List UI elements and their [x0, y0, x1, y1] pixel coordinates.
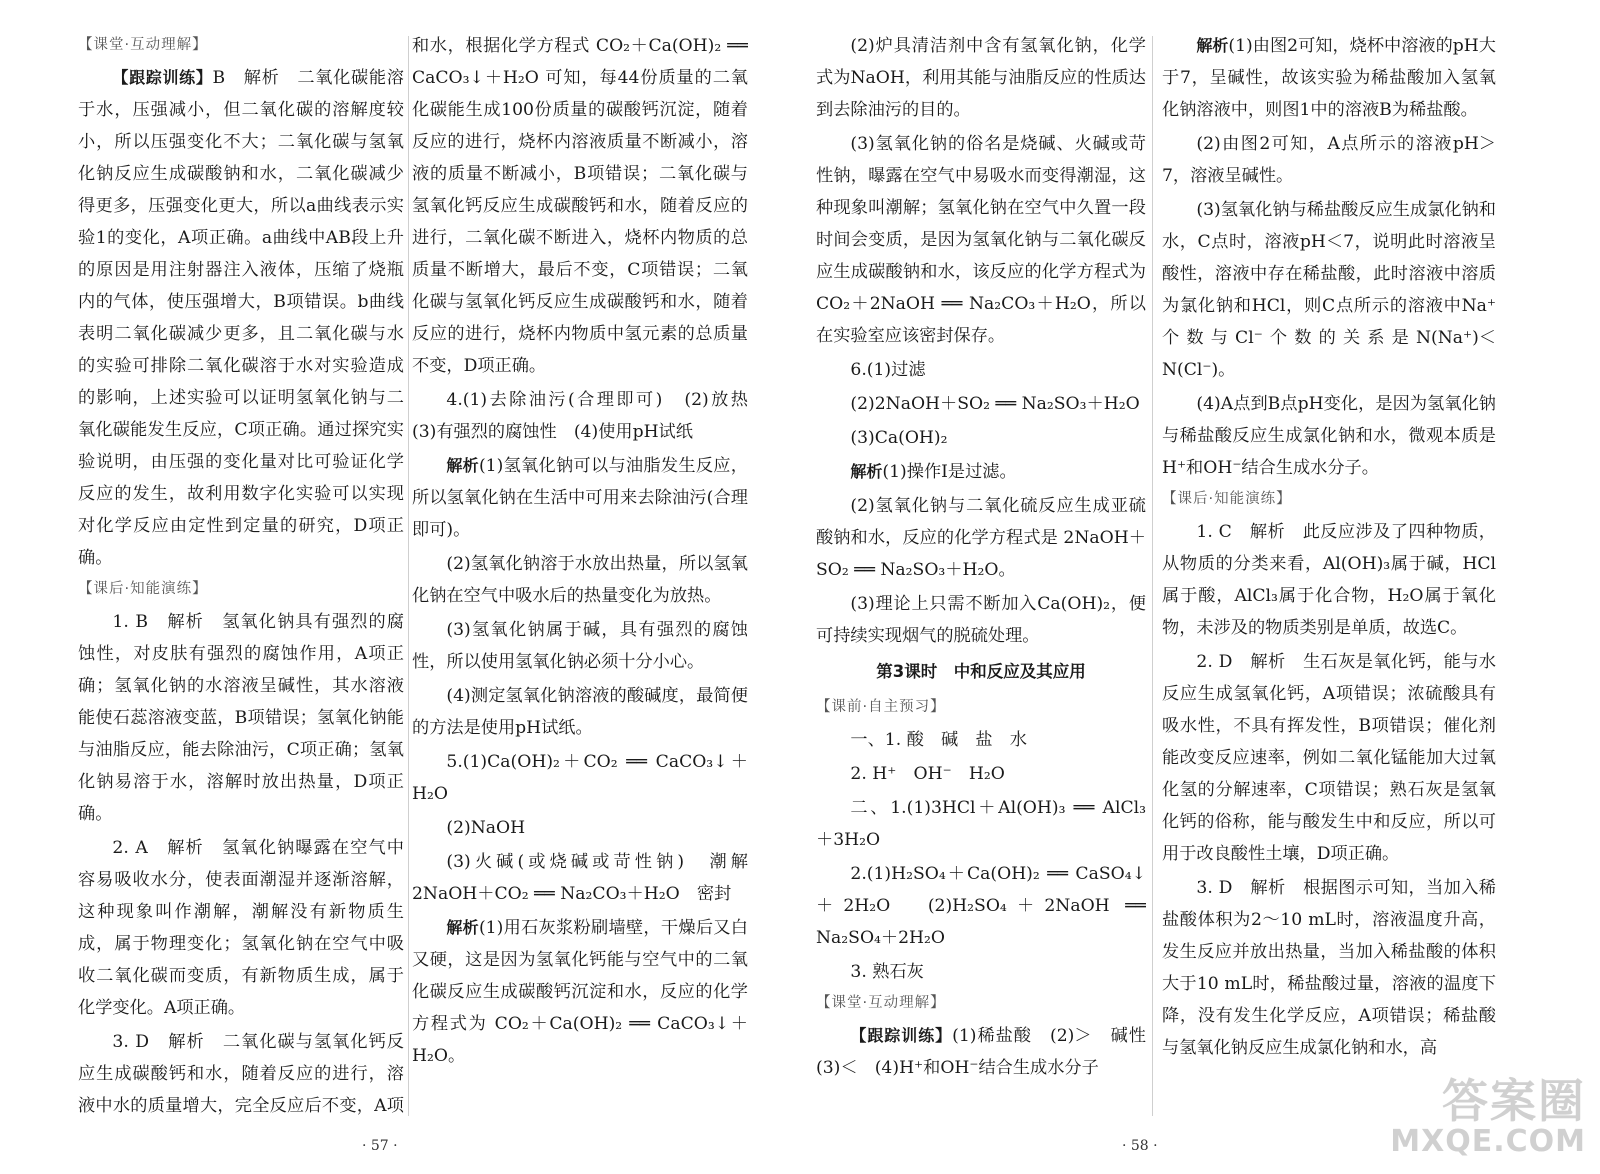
paragraph-text: 3. D 解析 根据图示可知，当加入稀盐酸体积为2～10 mL时，溶液温度升高，发生反应并放出热量，当加入稀盐酸的体积大于10 mL时，稀盐酸过量，溶液的温度下降，没有发生化学反应，A项错误；稀盐酸与氢氧化钠反应生成氯化钠和水，高 — [1162, 878, 1496, 1058]
paragraph-text: (2)炉具清洁剂中含有氢氧化钠，化学式为NaOH，利用其能与油脂反应的性质达到去除油污的目的。 — [816, 36, 1146, 120]
answer-paragraph — [816, 1020, 1146, 1084]
answer-paragraph — [78, 832, 404, 1024]
paragraph-text: (3)理论上只需不断加入Ca(OH)₂，便可持续实现烟气的脱硫处理。 — [816, 594, 1146, 646]
section-tag: 【课堂·互动理解】 — [816, 995, 946, 1011]
answer-paragraph — [816, 724, 1146, 756]
answer-paragraph — [816, 858, 1146, 954]
paragraph-text: 2.(1)H₂SO₄＋Ca(OH)₂ ══ CaSO₄↓＋2H₂O (2)H₂SO₄＋2NaOH ══ Na₂SO₄＋2H₂O — [816, 864, 1146, 948]
answer-paragraph — [412, 30, 748, 382]
paragraph-text: B 解析 二氧化碳能溶于水，压强减小，但二氧化碳的溶解度较小，所以压强变化不大；二氧化碳与氢氧化钠反应生成碳酸钠和水，二氧化碳减少得更多，压强变化更大，所以a曲线表示实验1的变化，A项正确。a曲线中AB段上升的原因是用注射器注入液体，压缩了烧瓶内的气体，使压强增大，B项错误。b曲线表明二氧化碳减少更多，且二氧化碳与水的实验可排除二氧化碳溶于水对实验造成的影响，上述实验可以证明氢氧化钠与二氧化碳能发生反应，C项正确。通过探究实验说明，由压强的变化量对比可验证化学反应的发生，故利用数字化实验可以实现对化学反应由定性到定量的研究，D项正确。 — [78, 68, 404, 568]
answer-paragraph — [1162, 388, 1496, 484]
paragraph-text: (2)氢氧化钠溶于水放出热量，所以氢氧化钠在空气中吸水后的热量变化为放热。 — [412, 554, 748, 606]
answer-paragraph — [412, 680, 748, 744]
paragraph-text: (2)氢氧化钠与二氧化硫反应生成亚硫酸钠和水，反应的化学方程式是 2NaOH＋SO₂ ══ Na₂SO₃＋H₂O。 — [816, 496, 1146, 580]
answer-paragraph — [412, 548, 748, 612]
answer-paragraph — [412, 812, 748, 844]
paragraph-text: (4)测定氢氧化钠溶液的酸碱度，最简便的方法是使用pH试纸。 — [412, 686, 748, 738]
paragraph-text: 第3课时 中和反应及其应用 — [876, 662, 1086, 681]
lesson-heading — [816, 656, 1146, 688]
answer-paragraph — [816, 792, 1146, 856]
watermark-logo — [1390, 1076, 1586, 1158]
left-page-column-1 — [78, 30, 404, 1120]
watermark-line-2: MXQE.COM — [1390, 1124, 1586, 1159]
paragraph-text: (2)2NaOH＋SO₂ ══ Na₂SO₃＋H₂O — [850, 394, 1140, 414]
paragraph-text: (3)Ca(OH)₂ — [850, 428, 948, 448]
answer-paragraph — [816, 30, 1146, 126]
answer-paragraph — [816, 490, 1146, 586]
paragraph-text: 2. H⁺ OH⁻ H₂O — [850, 764, 1005, 784]
answer-paragraph — [1162, 128, 1496, 192]
answer-paragraph — [412, 450, 748, 546]
paragraph-text: (2)由图2可知，A点所示的溶液pH＞7，溶液呈碱性。 — [1162, 134, 1496, 186]
answer-paragraph — [1162, 516, 1496, 644]
paragraph-text: 3. 熟石灰 — [850, 962, 924, 982]
paragraph-text: 5.(1)Ca(OH)₂＋CO₂ ══ CaCO₃↓＋H₂O — [412, 752, 748, 804]
answer-paragraph — [412, 912, 748, 1072]
paragraph-text: 3. D 解析 二氧化碳与氢氧化钙反应生成碳酸钙和水，随着反应的进行，溶液中水的质量增大，完全反应后不变，A项 — [78, 1032, 404, 1116]
answer-paragraph — [78, 62, 404, 574]
paragraph-text: (3)氢氧化钠属于碱，具有强烈的腐蚀性，所以使用氢氧化钠必须十分小心。 — [412, 620, 748, 672]
paragraph-text: (4)A点到B点pH变化，是因为氢氧化钠与稀盐酸反应生成氯化钠和水，微观本质是H⁺和OH⁻结合生成水分子。 — [1162, 394, 1496, 478]
paragraph-text: (1)用石灰浆粉刷墙壁，干燥后又白又硬，这是因为氢氧化钙能与空气中的二氧化碳反应生成碳酸钙沉淀和水，反应的化学方程式为 CO₂＋Ca(OH)₂ ══ CaCO₃↓＋H₂O。 — [412, 918, 748, 1066]
paragraph-text: 1. B 解析 氢氧化钠具有强烈的腐蚀性，对皮肤有强烈的腐蚀作用，A项正确；氢氧化钠的水溶液呈碱性，其水溶液能使石蕊溶液变蓝，B项错误；氢氧化钠能与油脂反应，能去除油污，C项正确；氢氧化钠易溶于水，溶解时放出热量，D项正确。 — [78, 612, 404, 824]
answer-paragraph — [816, 388, 1146, 420]
page-number: · 58 · — [1122, 1138, 1158, 1154]
answer-paragraph — [412, 846, 748, 910]
section-tag: 【课前·自主预习】 — [816, 699, 946, 715]
keyword-label: 解析 — [446, 918, 479, 937]
answer-paragraph — [1162, 646, 1496, 870]
paragraph-text: 2. A 解析 氢氧化钠曝露在空气中容易吸收水分，使表面潮湿并逐渐溶解，这种现象叫作潮解，潮解没有新物质生成，属于物理变化；氢氧化钠在空气中吸收二氧化碳而变质，有新物质生成，属于化学变化。A项正确。 — [78, 838, 404, 1018]
answer-paragraph — [1162, 30, 1496, 126]
right-page — [800, 0, 1600, 1174]
paragraph-text: (3)火碱(或烧碱或苛性钠) 潮解 2NaOH＋CO₂ ══ Na₂CO₃＋H₂O 密封 — [412, 852, 748, 904]
paragraph-text: (1)氢氧化钠可以与油脂发生反应，所以氢氧化钠在生活中可用来去除油污(合理即可)。 — [412, 456, 748, 540]
keyword-label: 【跟踪训练】 — [112, 68, 213, 87]
keyword-label: 解析 — [850, 462, 883, 481]
answer-paragraph — [78, 606, 404, 830]
paragraph-text: (2)NaOH — [446, 818, 526, 838]
column-divider — [408, 36, 409, 1116]
answer-paragraph — [816, 422, 1146, 454]
paragraph-text: (1)稀盐酸 (2)＞ 碱性 (3)＜ (4)H⁺和OH⁻结合生成水分子 — [816, 1026, 1146, 1078]
answer-paragraph — [412, 746, 748, 810]
page-number: · 57 · — [362, 1138, 398, 1154]
answer-paragraph — [816, 956, 1146, 988]
keyword-label: 【跟踪训练】 — [850, 1026, 953, 1045]
keyword-label: 解析 — [446, 456, 479, 475]
answer-paragraph — [78, 1026, 404, 1120]
paragraph-text: 二、1.(1)3HCl＋Al(OH)₃ ══ AlCl₃＋3H₂O — [816, 798, 1146, 850]
right-page-column-2 — [1162, 30, 1496, 1120]
section-tag: 【课后·知能演练】 — [78, 581, 208, 597]
answer-paragraph — [412, 614, 748, 678]
paragraph-text: (1)由图2可知，烧杯中溶液的pH大于7，呈碱性，故该实验为稀盐酸加入氢氧化钠溶液中，则图1中的溶液B为稀盐酸。 — [1162, 36, 1496, 120]
answer-paragraph — [412, 384, 748, 448]
answer-paragraph — [816, 588, 1146, 652]
answer-paragraph — [816, 354, 1146, 386]
paragraph-text: (1)操作Ⅰ是过滤。 — [882, 462, 1017, 482]
left-page-column-2 — [412, 30, 748, 1120]
section-tag: 【课堂·互动理解】 — [78, 37, 208, 53]
paragraph-text: 6.(1)过滤 — [850, 360, 926, 380]
keyword-label: 解析 — [1196, 36, 1229, 55]
section-tag: 【课后·知能演练】 — [1162, 491, 1292, 507]
answer-paragraph — [816, 128, 1146, 352]
answer-paragraph — [1162, 872, 1496, 1064]
paragraph-text: 一、1. 酸 碱 盐 水 — [850, 730, 1027, 750]
paragraph-text: (3)氢氧化钠与稀盐酸反应生成氯化钠和水，C点时，溶液pH＜7，说明此时溶液呈酸性，溶液中存在稀盐酸，此时溶液中溶质为氯化钠和HCl，则C点所示的溶液中Na⁺个数与Cl⁻个数的关系是N(Na⁺)＜N(Cl⁻)。 — [1162, 200, 1496, 380]
answer-paragraph — [816, 758, 1146, 790]
right-page-column-1 — [816, 30, 1146, 1120]
paragraph-text: (3)氢氧化钠的俗名是烧碱、火碱或苛性钠，曝露在空气中易吸水而变得潮湿，这种现象叫潮解；氢氧化钠在空气中久置一段时间会变质，是因为氢氧化钠与二氧化碳反应生成碳酸钠和水，该反应的化学方程式为 CO₂＋2NaOH ══ Na₂CO₃＋H₂O，所以在实验室应该密封保存。 — [816, 134, 1146, 346]
paragraph-text: 1. C 解析 此反应涉及了四种物质，从物质的分类来看，Al(OH)₃属于碱，HCl属于酸，AlCl₃属于化合物，H₂O属于氧化物，未涉及的物质类别是单质，故选C。 — [1162, 522, 1496, 638]
paragraph-text: 和水，根据化学方程式 CO₂＋Ca(OH)₂ ══ CaCO₃↓＋H₂O 可知，每44份质量的二氧化碳能生成100份质量的碳酸钙沉淀，随着反应的进行，烧杯内溶液质量不断减小，溶液的质量不断减小，B项错误；二氧化碳与氢氧化钙反应生成碳酸钙和水，随着反应的进行，二氧化碳不断进入，烧杯内物质的总质量不断增大，最后不变，C项错误；二氧化碳与氢氧化钙反应生成碳酸钙和水，随着反应的进行，烧杯内物质中氢元素的总质量不变，D项正确。 — [412, 36, 748, 376]
watermark-line-1: 答案圈 — [1442, 1074, 1586, 1128]
answer-paragraph — [1162, 194, 1496, 386]
column-divider — [1152, 36, 1153, 1116]
paragraph-text: 2. D 解析 生石灰是氧化钙，能与水反应生成氢氧化钙，A项错误；浓硫酸具有吸水性，不具有挥发性，B项错误；催化剂能改变反应速率，例如二氧化锰能加大过氧化氢的分解速率，C项错误；熟石灰是氢氧化钙的俗称，能与酸发生中和反应，所以可用于改良酸性土壤，D项正确。 — [1162, 652, 1496, 864]
paragraph-text: 4.(1)去除油污(合理即可) (2)放热 (3)有强烈的腐蚀性 (4)使用pH试纸 — [412, 390, 748, 442]
answer-paragraph — [816, 456, 1146, 488]
